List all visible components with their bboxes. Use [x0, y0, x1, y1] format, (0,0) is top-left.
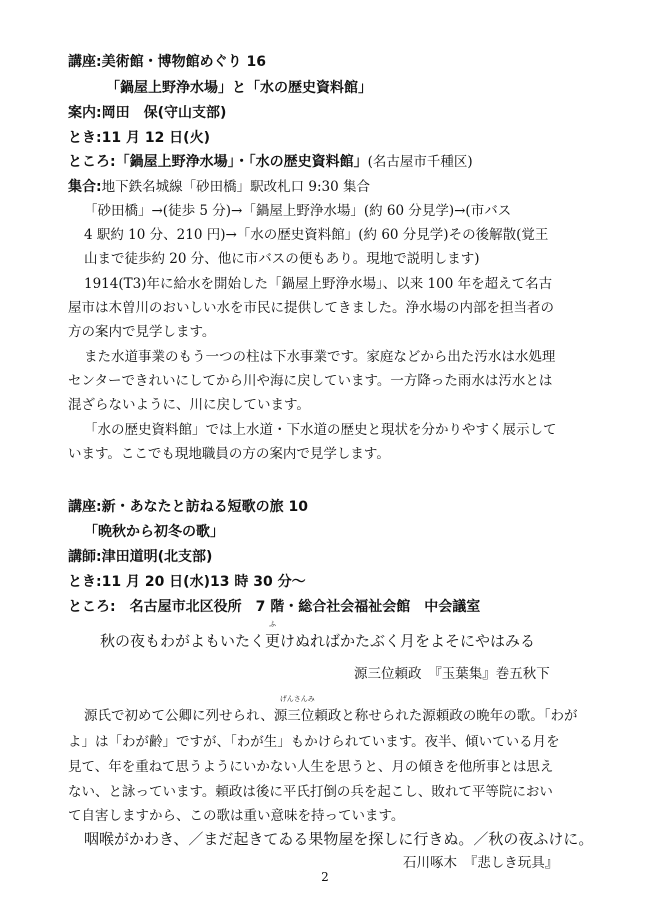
page-number: 2	[321, 870, 329, 884]
lecture1-meeting-label: 集合:	[68, 179, 102, 195]
lecture1-para3-line1: 「水の歴史資料館」では上水道・下水道の歴史と現状を分かりやすく展示して	[84, 422, 557, 438]
lecture1-route-2: 4 駅約 10 分、210 円)→「水の歴史資料館」(約 60 分見学)その後解散(覚王	[84, 227, 549, 243]
lecture2-poem	[100, 620, 536, 651]
lecture1-meeting-text: 地下鉄名城線「砂田橋」駅改札口 9:30 集合	[101, 179, 371, 195]
lecture1-place-note: (名古屋市千種区)	[367, 154, 473, 170]
lecture1-guide: 案内:岡田 保(守山支部)	[68, 105, 227, 121]
body1-post: 頼政と称せられた源頼政の晩年の歌。「わが	[314, 708, 578, 724]
lecture1-para3-line2: います。ここでも現地職員の方の案内で見学します。	[68, 446, 390, 462]
body1-pre: 源氏で初めて公卿に列せられ、	[84, 708, 274, 724]
body1-ruby: げんさんみ	[279, 695, 315, 703]
lecture2-subtitle: 「晩秋から初冬の歌」	[84, 524, 224, 540]
lecture2-body-line2: よ」は「わが齢」ですが、「わが生」もかけられています。夜半、傾いている月を	[68, 734, 560, 750]
poem-text-post: けぬればかたぶく月をよそにやはみる	[280, 632, 536, 650]
lecture1-title: 講座:美術館・博物館めぐり 16	[68, 54, 266, 70]
lecture2-poem2-source: 石川啄木 『悲しき玩具』	[403, 855, 559, 871]
lecture1-date: とき:11 月 12 日(火)	[68, 130, 210, 146]
lecture2-body-line5: て自害しますから、この歌は重い意味を持っています。	[68, 808, 405, 824]
poem-ruby: ふ	[269, 620, 277, 628]
lecture1-para2-line2: センターできれいにしてから川や海に戻しています。一方降った雨水は汚水とは	[68, 373, 553, 389]
lecture2-date: とき:11 月 20 日(水)13 時 30 分～	[68, 574, 306, 590]
lecture2-lecturer: 講師:津田道明(北支部)	[68, 549, 213, 565]
poem-ruby-word	[265, 620, 281, 651]
lecture1-para2-line1: また水道事業のもう一つの柱は下水事業です。家庭などから出た汚水は水処理	[84, 349, 556, 365]
lecture2-body-line4: ない、と詠っています。頼政は後に平氏打倒の兵を起こし、敗れて平等院におい	[68, 784, 553, 800]
lecture1-para1-line3: 方の案内で見学します。	[68, 324, 216, 340]
poem-text-pre: 秋の夜もわがよもいたく	[100, 632, 266, 650]
lecture1-route-3: 山まで徒歩約 20 分、他に市バスの便もあり。現地で説明します)	[84, 251, 480, 267]
lecture2-poem2: 咽喉がかわき、／まだ起きてゐる果物屋を探しに行きぬ。／秋の夜ふけに。	[84, 830, 594, 848]
lecture2-place: ところ: 名古屋市北区役所 7 階・総合社会福祉会館 中会議室	[68, 599, 481, 615]
lecture1-route-1: 「砂田橋」→(徒歩 5 分)→「鍋屋上野浄水場」(約 60 分見学)→(市バス	[84, 203, 512, 219]
poem-ruby-base: 更	[265, 632, 281, 650]
lecture2-poem-source: 源三位頼政 『玉葉集』巻五秋下	[354, 666, 550, 682]
lecture1-place	[68, 152, 473, 172]
lecture2-body-line3: 見て、年を重ねて思うようにいかない人生を思うと、月の傾きを他所事とは思え	[68, 759, 554, 775]
lecture1-para2-line3: 混ざらないように、川に戻しています。	[68, 397, 310, 413]
lecture2-title: 講座:新・あなたと訪ねる短歌の旅 10	[68, 499, 308, 515]
lecture1-meeting	[68, 177, 370, 197]
lecture1-para1-line2: 屋市は木曽川のおいしい水を市民に提供してきました。浄水場の内部を担当者の	[68, 300, 554, 316]
lecture1-para1-line1: 1914(T3)年に給水を開始した「鍋屋上野浄水場」、以来 100 年を超えて名古	[84, 276, 553, 292]
lecture2-body-line1	[84, 695, 578, 726]
body1-ruby-base: 源三位	[273, 708, 315, 724]
lecture1-place-main: ところ:「鍋屋上野浄水場」・「水の歴史資料館」	[68, 154, 368, 170]
body1-ruby-word	[273, 695, 315, 726]
lecture1-subtitle: 「鍋屋上野浄水場」と「水の歴史資料館」	[106, 80, 372, 96]
